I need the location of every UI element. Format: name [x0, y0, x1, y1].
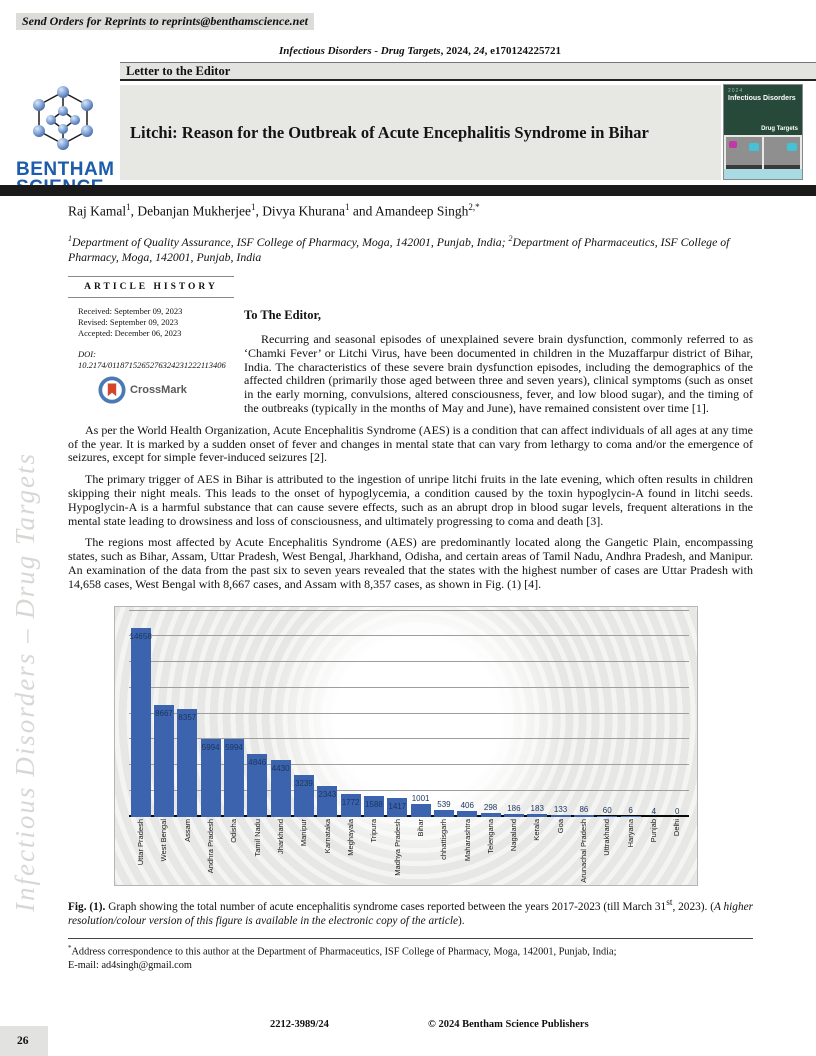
x-axis-label: Kerala	[532, 818, 542, 841]
x-axis-label: Maharashtra	[462, 818, 472, 861]
affiliations	[68, 231, 754, 265]
x-axis-label-cell	[409, 819, 432, 883]
bar-slot-arunachal-pradesh	[572, 611, 595, 817]
x-axis-label-cell	[199, 819, 222, 883]
author-affiliation-sup: 2,*	[468, 202, 480, 212]
article-history-heading: ARTICLE HISTORY	[68, 276, 234, 298]
affiliation-text: Department of Quality Assurance, ISF College of Pharmacy, Moga, 142001, Punjab, India;	[72, 234, 509, 249]
x-axis-label-cell	[269, 819, 292, 883]
author-name: Raj Kamal	[68, 203, 127, 219]
bar	[434, 810, 454, 817]
bar-value-label: 0	[674, 806, 680, 816]
bentham-logo	[12, 84, 114, 197]
crossmark-label: CrossMark	[130, 384, 187, 396]
x-axis-label: Odisha	[229, 818, 239, 843]
figure-caption-text3: ).	[458, 915, 465, 928]
bar	[504, 814, 524, 816]
x-axis-label: Telengana	[485, 818, 495, 854]
bar-slot-bihar	[409, 611, 432, 817]
bar	[597, 816, 617, 817]
received-date	[68, 306, 234, 317]
author-affiliation-sup: 1	[250, 202, 256, 212]
header-divider-bar	[0, 185, 816, 196]
figure-1-chart	[114, 606, 698, 886]
bar-value-label: 8357	[178, 712, 197, 722]
bar-slot-west-bengal	[152, 611, 175, 817]
bar-value-label: 133	[553, 804, 568, 814]
x-axis-label-cell	[666, 819, 689, 883]
x-axis-label: Arunachal Pradesh	[579, 818, 589, 883]
affiliation-text: Department of Pharmaceutics, ISF College of Pharmacy, Moga, 142001, Punjab, India	[68, 234, 730, 264]
figure-caption-label: Fig. (1).	[68, 900, 106, 913]
x-axis-label: Bihar	[415, 818, 425, 837]
accepted-value: December 06, 2023	[114, 328, 182, 338]
bar-value-label: 6	[628, 806, 633, 816]
bar-slot-nagaland	[502, 611, 525, 817]
x-axis-label: Jharkhand	[275, 818, 285, 854]
x-axis-label: Uttrakhand	[602, 818, 612, 856]
title-box	[120, 85, 721, 180]
x-axis-label-cell	[432, 819, 455, 883]
bar-slot-haryana	[619, 611, 642, 817]
authors-line: Raj Kamal$^1$, Debanjan Mukherjee$^1$, Divya Khurana$^1$ and Amandeep Singh$^{2,*}$	[68, 202, 480, 219]
bar-value-label: 1588	[365, 800, 383, 810]
bar-value-label: 4846	[248, 758, 267, 768]
bar-value-label: 60	[602, 805, 612, 815]
cover-image-right	[764, 137, 800, 169]
bar	[457, 811, 477, 816]
article-history-box	[68, 276, 234, 404]
cover-images	[724, 135, 802, 169]
vertical-journal-name-text: Infectious Disorders – Drug Targets	[9, 452, 40, 913]
author-affiliation-sup: 1	[126, 202, 131, 212]
bar-slot-karnataka	[316, 611, 339, 817]
x-axis-label: Goa	[555, 818, 565, 833]
doi-block	[68, 349, 234, 371]
paragraph-2: As per the World Health Organization, Acute Encephalitis Syndrome (AES) is a condition that can affect individuals of all ages at any time of the year. It is marked by a sudden onset of fever and changes in mental state that can vary from lethargy to coma and/or the emergence of seizures, except for simple fever-induced seizures [2].	[68, 422, 753, 465]
author-name: Divya Khurana	[262, 203, 346, 219]
x-axis-label-cell	[152, 819, 175, 883]
email-label: E-mail:	[68, 959, 102, 971]
bar	[131, 628, 151, 817]
x-axis-label: Meghayala	[345, 818, 355, 856]
cover-subtitle: Drug Targets	[761, 126, 798, 132]
x-axis-label: Delhi	[672, 818, 682, 836]
bar-slot-uttrakhand	[596, 611, 619, 817]
bar	[177, 709, 197, 817]
x-axis-label-cell	[596, 819, 619, 883]
salutation: To The Editor,	[244, 308, 322, 322]
x-axis-label-cell	[339, 819, 362, 883]
accepted-label: Accepted:	[78, 328, 113, 338]
x-axis-label-cell	[572, 819, 595, 883]
citation-article-id: , e170124225721	[484, 45, 561, 57]
bar-value-label: 1772	[341, 797, 360, 807]
bar	[154, 705, 174, 817]
x-axis-label-cell	[176, 819, 199, 883]
bar	[411, 804, 431, 817]
x-axis-label: Haryana	[625, 818, 635, 847]
x-axis-label: Tamil Nadu	[252, 818, 262, 857]
x-axis-label-cell	[316, 819, 339, 883]
x-axis-label-cell	[362, 819, 385, 883]
figure-caption	[68, 896, 753, 930]
citation-line	[120, 45, 720, 57]
bar-slot-andhra-pradesh	[199, 611, 222, 817]
x-axis-label: chhattisgarh	[439, 818, 449, 860]
x-axis-label: Punjab	[649, 818, 659, 842]
cover-molecule-magenta	[729, 141, 737, 148]
bar-value-label: 8667	[155, 708, 173, 718]
x-axis-label-cell	[549, 819, 572, 883]
paragraph-3: The primary trigger of AES in Bihar is attributed to the ingestion of unripe litchi fruits in the late evening, which often results in children skipping their night meals. This leads to the onset of hypoglycemia, a condition caused by the toxin hypoglycin-A found in litchi seeds. Hypoglycin-A is a harmful substance that can cause severe effects, such as an abrupt drop in blood sugar levels, frequent alterations in the mental state leading to drowsiness and loss of consciousness, and ultimately progressing to coma and death [3].	[68, 472, 753, 528]
cover-molecule-cyan-2	[787, 143, 797, 151]
x-axis-label-cell	[642, 819, 665, 883]
correspondence-footnote	[68, 942, 753, 971]
author-name: Amandeep Singh	[375, 203, 469, 219]
bar-slot-manipur	[292, 611, 315, 817]
bar-value-label: 1001	[411, 793, 430, 803]
x-axis-label-cell	[246, 819, 269, 883]
x-axis-label: Nagaland	[509, 818, 519, 851]
x-axis-label: Manipur	[299, 818, 309, 846]
cover-year: 2024	[728, 88, 744, 94]
footer-issn: 2212-3989/24	[270, 1019, 329, 1030]
revised-value: September 09, 2023	[109, 317, 179, 327]
bar-value-label: 183	[530, 804, 544, 814]
footer-copyright: © 2024 Bentham Science Publishers	[428, 1019, 589, 1030]
cover-image-left	[726, 137, 762, 169]
bar	[551, 815, 571, 817]
bar-value-label: 3239	[295, 778, 313, 788]
reprints-notice: Send Orders for Reprints to reprints@benthamscience.net	[16, 13, 314, 30]
article-title: Litchi: Reason for the Outbreak of Acute Encephalitis Syndrome in Bihar	[130, 122, 649, 142]
bar-value-label: 14658	[129, 631, 152, 641]
bar-slot-chhattisgarh	[432, 611, 455, 817]
chart-plot-area	[129, 611, 689, 817]
bar-value-label: 4430	[271, 763, 290, 773]
x-axis-label: Uttar Pradesh	[135, 818, 145, 865]
bar-slot-kerala	[526, 611, 549, 817]
bar-value-label: 1417	[388, 802, 407, 812]
x-axis-label: Andhra Pradesh	[205, 818, 215, 873]
bar	[527, 814, 547, 816]
bar-slot-jharkhand	[269, 611, 292, 817]
figure-caption-text1: Graph showing the total number of acute encephalitis syndrome cases reported between the years 2017-2023 (till March 31	[105, 900, 667, 913]
crossmark-icon	[98, 376, 126, 404]
author-affiliation-sup: 1	[345, 202, 350, 212]
citation-journal: Infectious Disorders - Drug Targets	[279, 45, 441, 57]
x-axis-label-cell	[456, 819, 479, 883]
affiliation-sup: 1	[68, 234, 72, 243]
x-axis-label: Madhya Pradesh	[392, 818, 402, 876]
page-number: 26	[0, 1026, 48, 1056]
x-axis-label-cell	[502, 819, 525, 883]
journal-cover-thumbnail	[723, 84, 803, 180]
cover-header	[724, 85, 802, 135]
footnote-marker: *	[68, 944, 72, 953]
figure-caption-sup: st	[666, 897, 673, 908]
accepted-date	[68, 328, 234, 339]
bar-slot-tamil-nadu	[246, 611, 269, 817]
x-axis-label: Tripura	[369, 818, 379, 843]
x-axis-label-cell	[386, 819, 409, 883]
bar-slot-uttar-pradesh	[129, 611, 152, 817]
doi-value: 10.2174/0118715265276324231222113406	[78, 360, 226, 370]
bar	[574, 815, 594, 816]
publisher-name-line1: BENTHAM	[16, 159, 115, 180]
bar-value-label: 298	[483, 802, 498, 812]
footnote-divider	[68, 938, 753, 939]
cover-molecule-cyan	[749, 143, 759, 151]
citation-year: , 2024,	[440, 45, 474, 57]
paragraph-4: The regions most affected by Acute Encephalitis Syndrome (AES) are predominantly located along the Gangetic Plain, encompassing states, such as Bihar, Assam, Uttar Pradesh, West Bengal, Jharkhand, Odisha, and certain areas of Tamil Nadu, Andhra Pradesh, and Manipur. An examination of the data from the past six to seven years revealed that the states with the highest number of cases are Uttar Pradesh with 14,658 cases, West Bengal with 8,667 cases, and Assam with 8,357 cases, as shown in Fig. (1) [4].	[68, 535, 753, 591]
x-axis-label-cell	[222, 819, 245, 883]
bar-slot-delhi	[666, 611, 689, 817]
bar	[481, 813, 501, 817]
bar-slot-assam	[176, 611, 199, 817]
cover-footer-strip	[724, 169, 802, 180]
figure-caption-italic: A higher resolution/colour version of this figure is available in the electronic copy of the article	[68, 900, 754, 928]
molecule-icon	[22, 84, 104, 156]
revised-label: Revised:	[78, 317, 108, 327]
x-axis-label-cell	[479, 819, 502, 883]
citation-volume: 24	[473, 45, 485, 57]
figure-caption-text2: , 2023). (	[672, 900, 714, 913]
doi-label: DOI:	[78, 349, 96, 359]
main-content	[68, 270, 753, 972]
author-name: Debanjan Mukherjee	[137, 203, 251, 219]
bars-container	[129, 611, 689, 817]
bar-value-label: 539	[437, 799, 451, 809]
revised-date	[68, 317, 234, 328]
bar-slot-telengana	[479, 611, 502, 817]
bar-value-label: 86	[579, 805, 589, 815]
bar-value-label: 186	[507, 804, 521, 814]
bar-slot-madhya-pradesh	[386, 611, 409, 817]
crossmark-badge[interactable]	[98, 376, 234, 404]
bar-value-label: 2343	[318, 790, 337, 800]
cover-title: Infectious Disorders	[728, 95, 796, 102]
x-axis-label: Assam	[182, 818, 192, 842]
x-axis-label-cell	[129, 819, 152, 883]
email-address[interactable]: ad4singh@gmail.com	[101, 959, 192, 971]
x-axis-label-cell	[292, 819, 315, 883]
bar-value-label: 406	[460, 801, 474, 811]
affiliation-sup: 2	[508, 234, 513, 243]
bar-value-label: 5994	[225, 743, 243, 753]
x-axis-label: Karnataka	[322, 818, 332, 853]
paragraph-1: Recurring and seasonal episodes of unexplained severe brain dysfunction, commonly referred to as ‘Chamki Fever’ or Litchi Virus, have been documented in children in the Muzaffarpur district of Bihar, India. The characteristics of these severe brain dysfunction episodes, including the demographics of the affected children (primarily those aged between three and seven years), clinical symptoms (such as onset in the early morning, convulsions, altered consciousness, fever, and low blood sugar), and the timing of the outbreaks (typically in the months of May and June), have remained consistent over time [1].	[244, 332, 753, 415]
x-axis-label-cell	[526, 819, 549, 883]
bar-slot-tripura	[362, 611, 385, 817]
section-label: Letter to the Editor	[120, 62, 816, 81]
bar-slot-odisha	[222, 611, 245, 817]
received-value: September 09, 2023	[114, 306, 183, 316]
bar-slot-goa	[549, 611, 572, 817]
bar-value-label: 4	[651, 806, 657, 816]
bar-value-label: 5994	[201, 743, 220, 753]
x-axis-label: West Bengal	[159, 818, 169, 861]
bar-slot-maharashtra	[456, 611, 479, 817]
bar-slot-punjab	[642, 611, 665, 817]
received-label: Received:	[78, 306, 112, 316]
chart-x-labels	[129, 819, 689, 883]
x-axis-label-cell	[619, 819, 642, 883]
footnote-text: Address correspondence to this author at the Department of Pharmaceutics, ISF College of Pharmacy, Moga, 142001, Punjab, India;	[71, 946, 617, 958]
vertical-journal-name	[0, 355, 50, 1010]
bar-slot-meghayala	[339, 611, 362, 817]
